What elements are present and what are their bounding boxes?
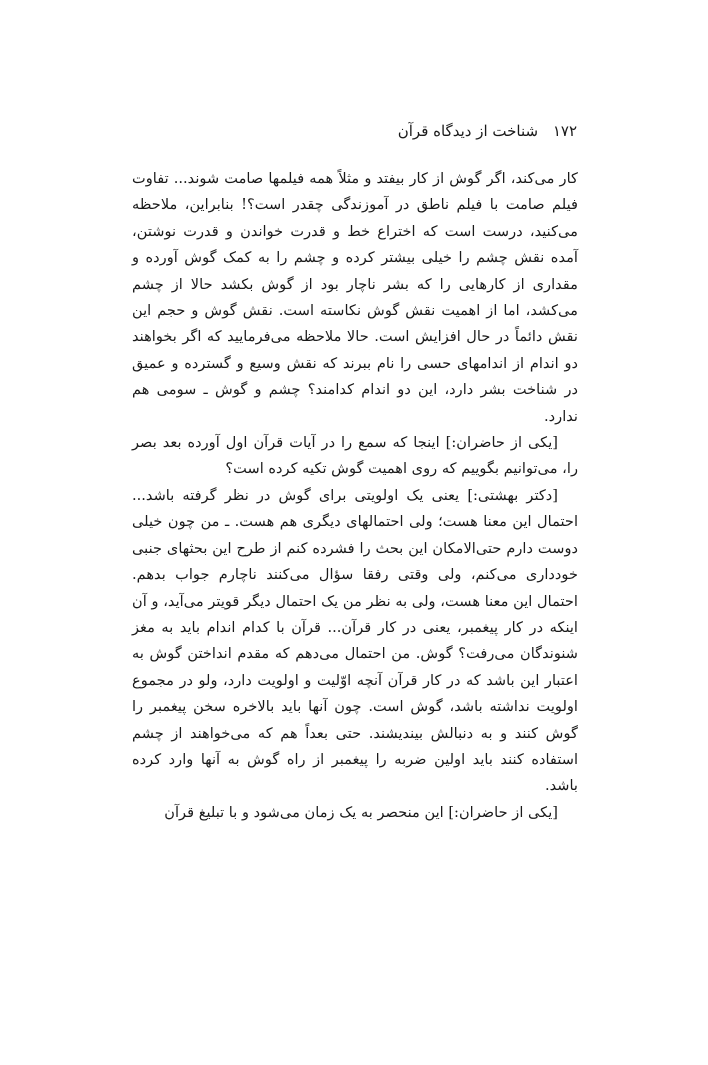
- paragraph: [دکتر بهشتی:] یعنی یک اولویتی برای گوش در نظر گرفته باشد... احتمال این معنا هست؛ ولی احتمالهای دیگری هم هست. ـ من چون خیلی دوست دارم حتی‌الامکان این بحث را فشرده کنم از طرح این بحثهای جنبی خودداری می‌کنم، ولی وقتی رفقا سؤال می‌کنند ناچارم جواب بدهم. احتمال این معنا هست، ولی به نظر من یک احتمال دیگر قویتر می‌آید، و آن اینکه در کار پیغمبر، یعنی در کار قرآن... قرآن با کدام اندام باید به مغز شنوندگان می‌رفت؟ گوش. من احتمال می‌دهم که مقدم انداختن گوش به اعتبار این باشد که در کار قرآن آنچه اوّلیت و اولویت دارد، ولو در مجموع اولویت نداشته باشد، گوش است. چون آنها باید بالاخره سخن پیغمبر را گوش کنند و به دنبالش بیندیشند. حتی بعداً هم که می‌خواهند از چشم استفاده کنند باید اولین ضربه را پیغمبر از راه گوش به آنها وارد کرده باشد.: [132, 486, 578, 795]
- running-title: شناخت از دیدگاه قرآن: [397, 122, 539, 140]
- page-number: ۱۷۲: [552, 122, 577, 140]
- paragraph: کار می‌کند، اگر گوش از کار بیفتد و مثلاً همه فیلمها صامت شوند... تفاوت فیلم صامت با فیلم ناطق در آموزندگی چقدر است؟! بنابراین، ملاحظه می‌کنید، درست است که اختراع خط و قدرت خواندن و قدرت نوشتن، آمده نقش چشم را خیلی بیشتر کرده و چشم را به کمک گوش آورده و مقداری از کارهایی را که بشر ناچار بود از گوش بکشد حالا از چشم می‌کشد، اما از اهمیت نقش گوش نکاسته است. نقش گوش و حجم این نقش دائماً در حال افزایش است. حالا ملاحظه می‌فرمایید که اگر بخواهند دو اندام از اندامهای حسی را نام ببرند که نقش وسیع و گسترده و عمیق در شناخت بشر دارد، این دو اندام کدامند؟ چشم و گوش ـ سومی هم ندارد.: [132, 170, 578, 425]
- paragraph: [یکی از حاضران:] این منحصر به یک زمان می‌شود و با تبلیغ قرآن: [164, 803, 558, 821]
- body-text: [132, 166, 578, 826]
- page-header: [398, 120, 577, 142]
- paragraph: [یکی از حاضران:] اینجا که سمع را در آیات قرآن اول آورده بعد بصر را، می‌توانیم بگوییم که روی اهمیت گوش تکیه کرده است؟: [132, 434, 578, 478]
